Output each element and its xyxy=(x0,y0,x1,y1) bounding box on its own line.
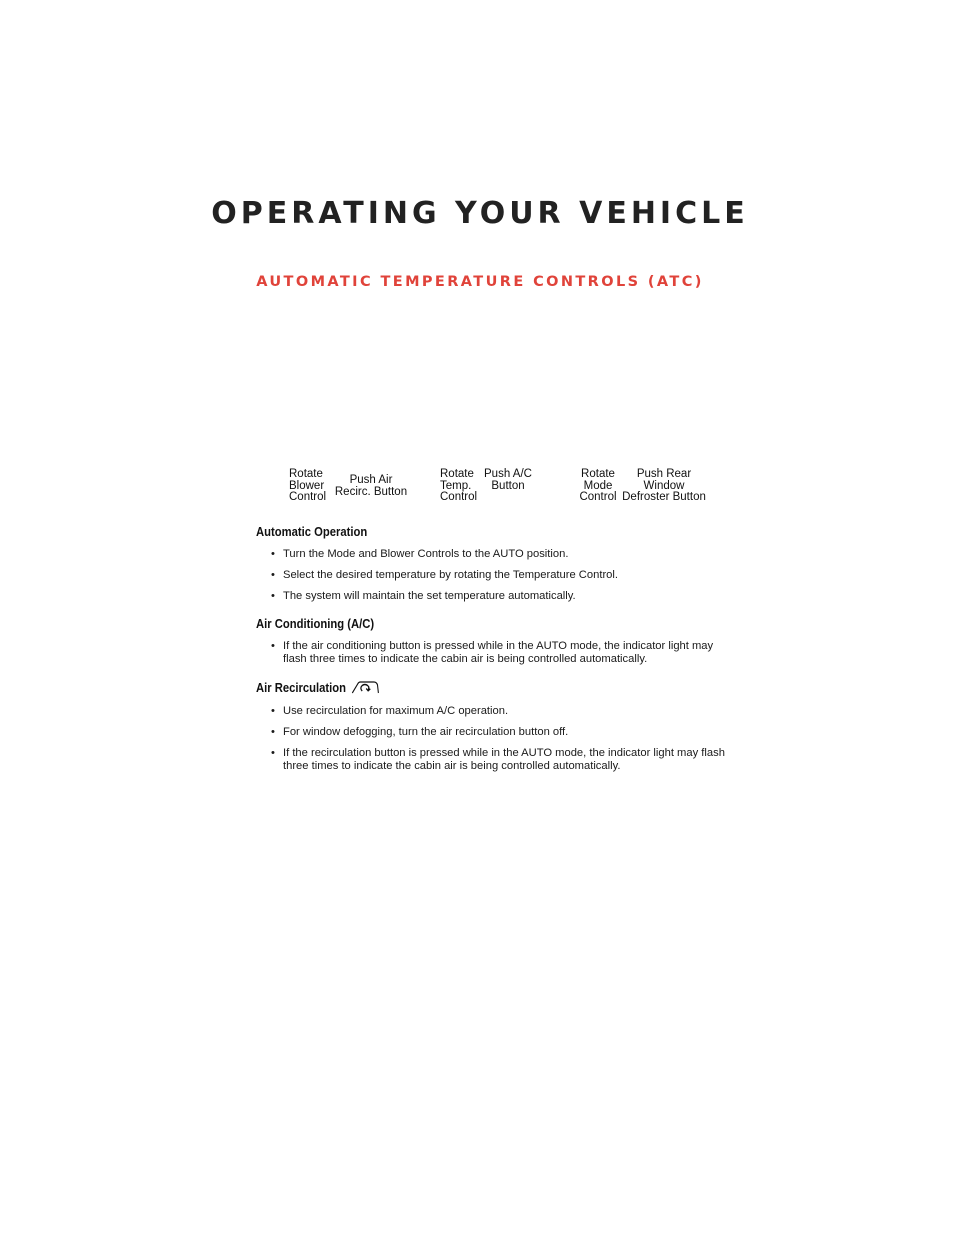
heading-text: Automatic Operation xyxy=(256,525,368,539)
list-item: • Turn the Mode and Blower Controls to the AUTO position. xyxy=(271,548,736,561)
chapter-title: OPERATING YOUR VEHICLE xyxy=(211,196,749,231)
heading-air-conditioning xyxy=(256,617,688,631)
section-air-conditioning xyxy=(256,617,736,666)
heading-text: Air Recirculation xyxy=(256,681,347,695)
section-title: AUTOMATIC TEMPERATURE CONTROLS (ATC) xyxy=(256,274,704,290)
list-item: • If the recirculation button is pressed while in the AUTO mode, the indicator light may flash three times to indicate the cabin air is being controlled automatically. xyxy=(271,747,736,773)
callout-rotate-temp-control: Rotate Temp. Control xyxy=(440,468,478,503)
section-automatic-operation xyxy=(256,525,736,603)
section-air-recirculation xyxy=(256,680,736,773)
list-item: • The system will maintain the set temperature automatically. xyxy=(271,590,736,603)
bullet-list xyxy=(256,640,736,666)
list-item: • For window defogging, turn the air recirculation button off. xyxy=(271,726,736,739)
heading-air-recirculation xyxy=(256,680,688,696)
list-item: • Use recirculation for maximum A/C operation. xyxy=(271,705,736,718)
callout-rotate-blower-control: Rotate Blower Control xyxy=(289,468,327,503)
heading-text: Air Conditioning (A/C) xyxy=(256,617,375,631)
callout-push-ac-button: Push A/C Button xyxy=(484,468,532,492)
list-item: • Select the desired temperature by rotating the Temperature Control. xyxy=(271,569,736,582)
callout-rotate-mode-control: Rotate Mode Control xyxy=(579,468,617,503)
heading-automatic-operation xyxy=(256,525,688,539)
list-item: • If the air conditioning button is pressed while in the AUTO mode, the indicator light may flash three times to indicate the cabin air is being controlled automatically. xyxy=(271,640,736,666)
atc-control-panel-figure xyxy=(0,300,960,512)
bullet-list xyxy=(256,705,736,773)
air-recirculation-icon xyxy=(350,680,381,696)
content xyxy=(256,525,736,787)
callout-push-rear-window-defroster-button: Push Rear Window Defroster Button xyxy=(622,468,706,503)
callout-push-air-recirc-button: Push Air Recirc. Button xyxy=(334,474,408,498)
bullet-list xyxy=(256,548,736,603)
